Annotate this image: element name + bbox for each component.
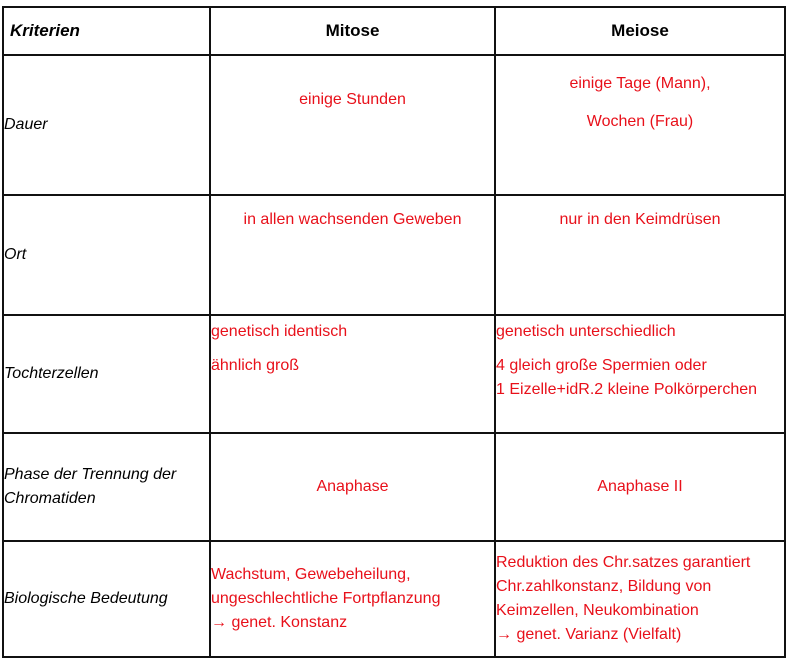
cell-line: einige Tage (Mann),	[569, 75, 711, 92]
meiosis-cell	[495, 541, 785, 657]
comparison-table	[2, 6, 786, 658]
cell-line: genetisch identisch	[211, 323, 348, 340]
criterion-cell	[3, 433, 210, 541]
meiosis-cell	[495, 315, 785, 433]
cell-line: Anaphase	[316, 478, 389, 495]
table-row	[3, 55, 785, 195]
table-row	[3, 433, 785, 541]
cell-line: → genet. Konstanz	[211, 614, 348, 631]
mitosis-cell	[210, 541, 495, 657]
table-row	[3, 315, 785, 433]
cell-line: ungeschlechtliche Fortpflanzung	[211, 590, 441, 607]
table-row	[3, 541, 785, 657]
header-row	[3, 7, 785, 55]
cell-line: → genet. Varianz (Vielfalt)	[496, 626, 682, 643]
mitosis-cell	[210, 55, 495, 195]
criterion-cell: Biologische Bedeutung	[3, 541, 210, 657]
header-mitosis: Mitose	[210, 7, 495, 55]
cell-line: Chromatiden	[4, 490, 96, 507]
meiosis-cell	[495, 433, 785, 541]
cell-line: Chr.zahlkonstanz, Bildung von	[496, 578, 712, 595]
cell-line: 1 Eizelle+idR.2 kleine Polkörperchen	[496, 381, 758, 398]
mitosis-cell	[210, 315, 495, 433]
cell-line: Wachstum, Gewebeheilung,	[211, 566, 411, 583]
cell-line: nur in den Keimdrüsen	[559, 211, 721, 228]
cell-line: Anaphase II	[597, 478, 683, 495]
cell-line: genetisch unterschiedlich	[496, 323, 676, 340]
mitosis-cell	[210, 195, 495, 315]
cell-line: in allen wachsenden Geweben	[243, 211, 462, 228]
cell-line: ähnlich groß	[211, 357, 300, 374]
meiosis-cell	[495, 195, 785, 315]
criterion-cell: Ort	[3, 195, 210, 315]
meiosis-cell	[495, 55, 785, 195]
cell-line: Phase der Trennung der	[4, 466, 177, 483]
table-row	[3, 195, 785, 315]
criterion-cell: Dauer	[3, 55, 210, 195]
cell-line: Wochen (Frau)	[586, 113, 694, 130]
header-meiosis: Meiose	[495, 7, 785, 55]
header-criteria: Kriterien	[3, 7, 210, 55]
mitosis-cell	[210, 433, 495, 541]
cell-line: Reduktion des Chr.satzes garantiert	[496, 554, 751, 571]
cell-line: einige Stunden	[299, 91, 406, 108]
criterion-cell: Tochterzellen	[3, 315, 210, 433]
cell-line: 4 gleich große Spermien oder	[496, 357, 707, 374]
cell-line: Keimzellen, Neukombination	[496, 602, 699, 619]
